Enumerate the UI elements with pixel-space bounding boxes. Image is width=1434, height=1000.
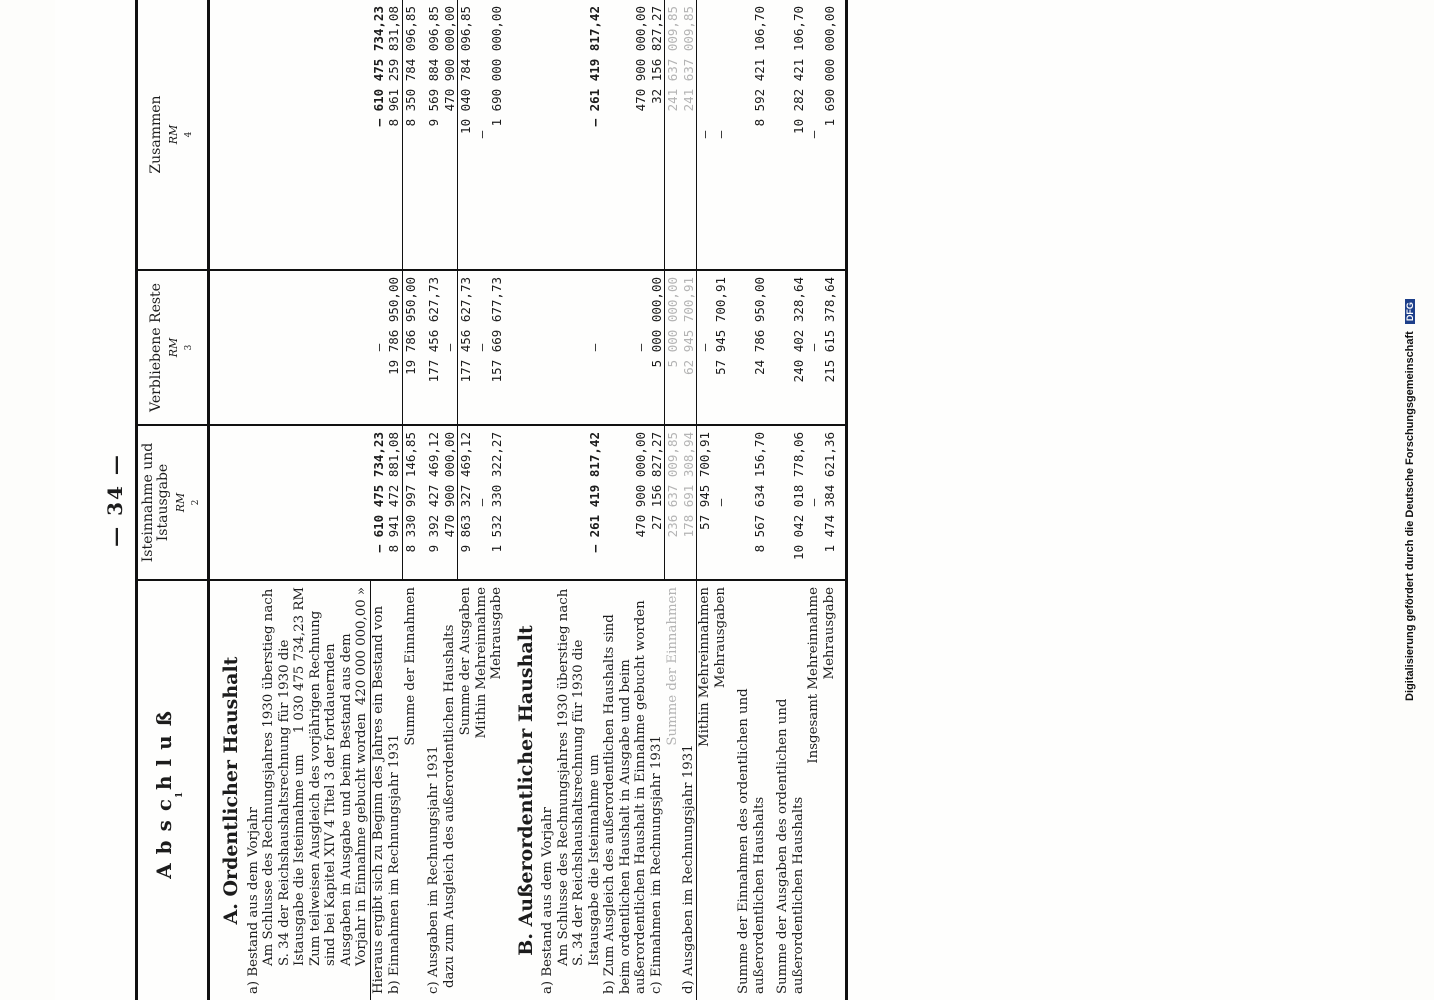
digitization-stamp	[1404, 50, 1416, 950]
b-mehrausgaben-row: Mehrausgaben — 57 945 700,91 —	[713, 0, 729, 1000]
page-number: — 34 —	[103, 453, 127, 547]
b-bestand-label: a) Bestand aus dem Vorjahr	[540, 807, 555, 994]
a-sum-einnahmen-row: Summe der Einnahmen 8 330 997 146,85 19 786 950,00 8 350 784 096,85	[402, 0, 418, 1000]
rotated-page	[95, 0, 1385, 1000]
header-reste: Verbliebene Reste RM 3	[137, 270, 209, 425]
header-zusammen: Zusammen RM 4	[137, 0, 209, 270]
b-ausgleich-row: b) Zum Ausgleich des außerordentlichen Haushalts sind beim ordentlichen Haushalt in Ausgabe und beim außerordentlichen Haushalt in Einnahme gebucht worden 470 900 000,00 — 470 900 000,00	[602, 0, 649, 1000]
a-mehrausgabe-row: Mehrausgabe 1 532 330 322,27 157 669 677,73 1 690 000 000,00	[489, 0, 505, 1000]
a-ausgaben-row: c) Ausgaben im Rechnungsjahr 1931 9 392 427 469,12 177 456 627,73 9 569 884 096,85	[426, 0, 442, 1000]
insg-mehrausgabe-row: Mehrausgabe 1 474 384 621,36 215 615 378,64 1 690 000 000,00	[822, 0, 838, 1000]
stamp-text: Digitalisierung gefördert durch die Deutsche Forschungsgemeinschaft	[1404, 331, 1416, 701]
b-einnahmen-row: c) Einnahmen im Rechnungsjahr 1931 27 156 827,27 5 000 000,00 32 156 827,27	[649, 0, 665, 1000]
a-mehreinnahme-row: Mithin Mehreinnahme — — —	[474, 0, 490, 1000]
a-dazu-row: dazu zum Ausgleich des außerordentlichen Haushalts 470 900 000,00 — 470 900 000,00	[442, 0, 458, 1000]
a-text1: Am Schlusse des Rechnungsjahres 1930 überstieg nach S. 34 der Reichshaushaltsrechnung für 1930 die Istausgabe die Isteinnahme um 1 030 475 734,23 RM	[261, 587, 307, 966]
dfg-logo: DFG	[1405, 299, 1415, 324]
a-val1: 1 030 475 734,23 RM	[292, 587, 307, 734]
a-text2: Zum teilweisen Ausgleich des vorjährigen Rechnung sind bei Kapitel XIV 4 Titel 3 der fortdauernden Ausgaben in Ausgabe und beim Bestand aus dem Vorjahr in Einnahme gebucht worden 420 000 000,00 »	[307, 587, 369, 966]
b-bestand-row: Am Schlusse des Rechnungsjahres 1930 überstieg nach S. 34 der Reichshaushaltsrechnung für 1930 die Istausgabe die Isteinnahme um — 261 419 817,42 — — 261 419 817,42	[556, 0, 603, 1000]
b-ausgaben-row: d) Ausgaben im Rechnungsjahr 1931 178 691 308,94 62 945 700,91 241 637 009,85	[681, 0, 697, 1000]
a-einnahmen-row: b) Einnahmen im Rechnungsjahr 1931 8 941 472 881,08 19 786 950,00 8 961 259 831,08	[386, 0, 402, 1000]
header-abschluss: Abschluß 1	[137, 580, 209, 1000]
section-b-title: B. Außerordentlicher Haushalt	[514, 625, 537, 956]
insg-mehreinnahme-row: Insgesamt Mehreinnahme — — —	[806, 0, 822, 1000]
a-result-row: Hieraus ergibt sich zu Beginn des Jahres ein Bestand von — 610 475 734,23 — — 610 475 734,23	[370, 0, 386, 1000]
header-row	[137, 0, 209, 1000]
b-sum-einnahmen-row: Summe der Einnahmen 236 637 009,85 5 000 000,00 241 637 009,85	[665, 0, 681, 1000]
a-sum-ausgaben-row: Summe der Ausgaben 9 863 327 469,12 177 456 627,73 10 040 784 096,85	[458, 0, 474, 1000]
abschluss-table	[135, 0, 848, 1000]
a-val2: 420 000 000,00 »	[354, 587, 369, 706]
total-einnahmen-row: Summe der Einnahmen des ordentlichen und außerordentlichen Haushalts 8 567 634 156,70 24 786 950,00 8 592 421 106,70	[736, 0, 767, 1000]
a-bestand-label: a) Bestand aus dem Vorjahr	[245, 807, 261, 994]
b-mehreinnahmen-row: Mithin Mehreinnahmen 57 945 700,91 — —	[697, 0, 713, 1000]
header-ist: Isteinnahme und Istausgabe RM 2	[137, 425, 209, 580]
total-ausgaben-row: Summe der Ausgaben des ordentlichen und außerordentlichen Haushalts 10 042 018 778,06 240 402 328,64 10 282 421 106,70	[775, 0, 806, 1000]
section-a-title: A. Ordentlicher Haushalt	[220, 656, 242, 925]
